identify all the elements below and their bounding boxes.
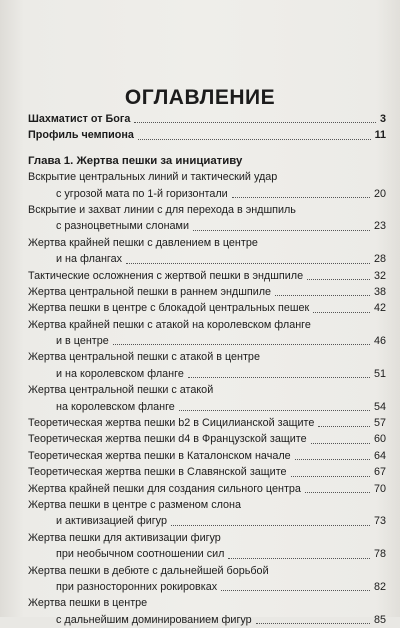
toc-entry-text: Тактические осложнения с жертвой пешки в эндшпиле	[28, 269, 304, 282]
toc-entry	[28, 251, 386, 267]
toc-entry-text: при необычном соотношении сил	[56, 548, 225, 561]
toc-entry	[28, 595, 386, 611]
page-number: 57	[373, 417, 386, 430]
page-number: 20	[373, 187, 386, 200]
dot-leader	[138, 138, 371, 140]
dot-leader	[171, 524, 370, 526]
page-number: 64	[373, 449, 386, 462]
toc-entry	[28, 513, 386, 529]
dot-leader	[126, 262, 370, 264]
toc-entry	[28, 431, 386, 447]
toc-entry-text: на королевском фланге	[56, 400, 175, 413]
page-number: 32	[373, 269, 386, 282]
toc-entry-text: Вскрытие и захват линии с для перехода в эндшпиль	[28, 203, 296, 216]
toc-entry-text: Жертва крайней пешки для создания сильного центра	[28, 482, 301, 495]
toc-entry	[28, 111, 386, 127]
dot-leader	[305, 491, 370, 493]
dot-leader	[113, 343, 370, 345]
table-of-contents	[28, 111, 386, 628]
toc-entry-text: Профиль чемпиона	[28, 129, 134, 142]
toc-entry-text: Глава 1. Жертва пешки за инициативу	[28, 154, 243, 167]
toc-entry	[28, 268, 386, 284]
toc-entry	[28, 333, 386, 349]
toc-entry-text: Жертва пешки в дебюте с дальнейшей борьбой	[28, 564, 269, 577]
toc-entry	[28, 399, 386, 415]
toc-entry-text: Жертва пешки в центре	[28, 597, 148, 610]
toc-entry-text: и в центре	[56, 335, 109, 348]
page-number: 11	[374, 129, 386, 142]
page-number: 42	[373, 302, 386, 315]
dot-leader	[295, 458, 370, 460]
toc-entry-text: Жертва пешки для активизации фигур	[28, 531, 221, 544]
page-number: 54	[373, 400, 386, 413]
toc-entry-text: Жертва крайней пешки с давлением в центре	[28, 236, 258, 249]
dot-leader	[179, 409, 370, 411]
dot-leader	[307, 278, 370, 280]
toc-entry-text: и активизацией фигур	[56, 515, 167, 528]
toc-entry-text: при разносторонних рокировках	[56, 580, 218, 593]
dot-leader	[134, 121, 376, 123]
toc-entry-text: Жертва центральной пешки в раннем эндшпиле	[28, 285, 272, 298]
toc-entry	[28, 612, 386, 628]
toc-entry-text: Теоретическая жертва пешки d4 в Французской защите	[28, 433, 307, 446]
toc-entry	[28, 202, 386, 218]
dot-leader	[193, 229, 370, 231]
page-number: 67	[373, 466, 386, 479]
toc-entry	[28, 317, 386, 333]
page-number: 23	[373, 220, 386, 233]
toc-entry	[28, 579, 386, 595]
toc-entry	[28, 300, 386, 316]
toc-entry-text: Шахматист от Бога	[28, 113, 131, 125]
toc-entry	[28, 218, 386, 234]
toc-entry-text: и на королевском фланге	[56, 367, 184, 380]
toc-entry-text: Жертва центральной пешки с атакой в центре	[28, 351, 260, 364]
toc-entry-text: Жертва центральной пешки с атакой	[28, 384, 214, 397]
toc-entry-text: Жертва пешки в центре с разменом слона	[28, 498, 242, 511]
toc-entry	[28, 563, 386, 579]
toc-entry	[28, 186, 386, 202]
toc-entry	[28, 415, 386, 431]
dot-leader	[311, 442, 370, 444]
toc-entry-text: и на флангах	[56, 253, 123, 266]
dot-leader	[221, 589, 370, 591]
page-number: 46	[373, 335, 386, 348]
toc-entry	[28, 546, 386, 562]
page-number: 28	[373, 253, 386, 266]
dot-leader	[318, 425, 370, 427]
page-number: 82	[373, 580, 386, 593]
page-number: 38	[373, 285, 386, 298]
dot-leader	[232, 196, 370, 198]
page-number: 70	[373, 482, 386, 495]
page-title: ОГЛАВЛЕНИЕ	[124, 86, 276, 109]
toc-entry	[28, 382, 386, 398]
toc-entry	[28, 127, 386, 143]
toc-entry-text: Теоретическая жертва пешки в Славянской защите	[28, 466, 287, 479]
toc-entry	[28, 481, 386, 497]
toc-entry-text: с дальнейшим доминированием фигур	[56, 613, 252, 626]
toc-entry	[28, 366, 386, 382]
toc-entry	[28, 235, 386, 251]
chapter-heading	[28, 153, 386, 169]
toc-entry	[28, 448, 386, 464]
page-number: 85	[373, 613, 386, 626]
dot-leader	[188, 376, 370, 378]
toc-entry-text: Теоретическая жертва пешки b2 в Сицилианской защите	[28, 417, 315, 430]
toc-entry	[28, 530, 386, 546]
page-number: 51	[373, 367, 386, 380]
toc-entry-text: Жертва крайней пешки с атакой на королевском фланге	[28, 318, 311, 331]
dot-leader	[256, 622, 370, 624]
page-number: 78	[373, 548, 386, 561]
toc-entry-text: с разноцветными слонами	[56, 220, 190, 233]
dot-leader	[275, 294, 370, 296]
toc-entry	[28, 497, 386, 513]
toc-entry	[28, 284, 386, 300]
dot-leader	[228, 557, 370, 559]
page-number: 60	[373, 433, 386, 446]
page-number: 3	[379, 113, 386, 125]
toc-entry	[28, 169, 386, 185]
toc-entry-text: Теоретическая жертва пешки в Каталонском начале	[28, 449, 291, 462]
page-number: 73	[373, 515, 386, 528]
toc-entry-text: с угрозой мата по 1-й горизонтали	[56, 187, 228, 200]
dot-leader	[313, 311, 370, 313]
dot-leader	[291, 475, 370, 477]
toc-entry-text: Жертва пешки в центре с блокадой центральных пешек	[28, 302, 310, 315]
toc-entry-text: Вскрытие центральных линий и тактический удар	[28, 171, 278, 184]
toc-entry	[28, 464, 386, 480]
toc-entry	[28, 349, 386, 365]
